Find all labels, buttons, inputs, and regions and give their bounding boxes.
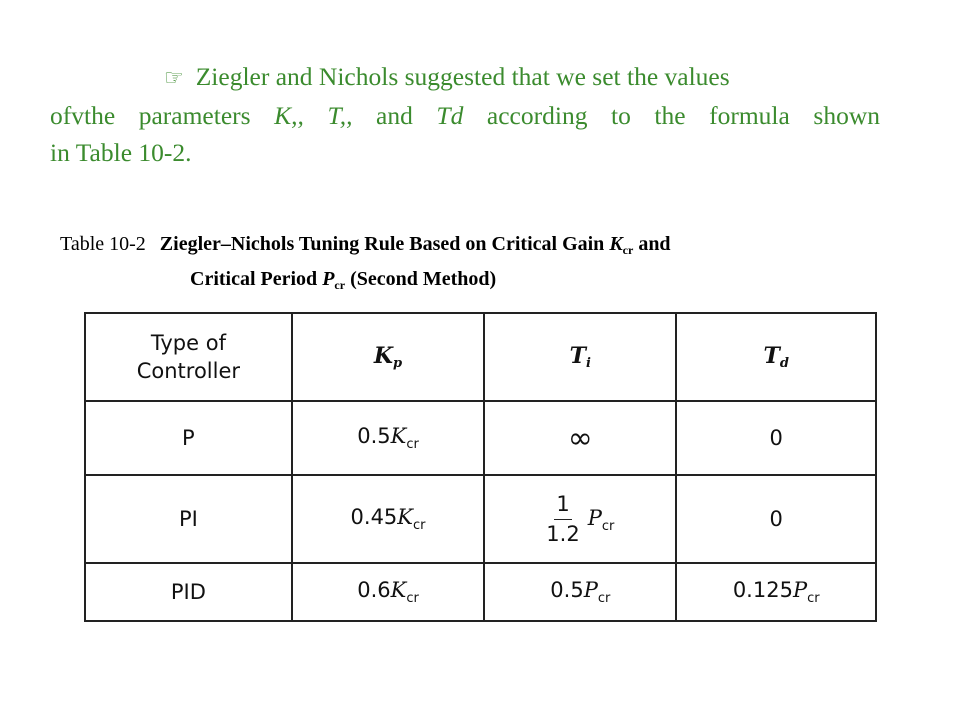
fraction-numerator: 1 xyxy=(554,491,571,520)
row-pid-kp xyxy=(292,563,484,621)
caption-line2-text: Critical Period xyxy=(190,268,323,290)
header-kp-cell xyxy=(292,313,484,401)
intro-line-2 xyxy=(50,97,880,134)
intro-and: and xyxy=(352,101,437,130)
row-pi-kp-coef: 0.45 xyxy=(350,505,398,529)
caption-method: (Second Method) xyxy=(345,268,497,290)
row-p-cr: cr xyxy=(406,437,419,452)
row-p-type: P xyxy=(85,401,292,475)
intro-paragraph xyxy=(50,58,880,171)
header-ti xyxy=(570,343,591,369)
infinity-symbol: ∞ xyxy=(567,420,593,456)
row-pi-type: PI xyxy=(85,475,292,563)
row-pid-p: P xyxy=(583,578,598,602)
caption-gain-symbol: K xyxy=(609,233,623,255)
header-ti-cell xyxy=(484,313,676,401)
intro-vars: K,, T,, xyxy=(274,101,353,130)
row-p-k: K xyxy=(390,424,407,448)
table-caption xyxy=(60,230,671,300)
intro-line-3: in Table 10-2. xyxy=(50,138,192,167)
header-type-line1: Type of xyxy=(150,331,226,355)
tuning-rule-table xyxy=(84,312,877,622)
pointing-hand-icon: ☞ xyxy=(164,66,184,91)
row-pi-p: P xyxy=(587,506,602,530)
row-pid-kp-coef: 0.6 xyxy=(357,578,391,602)
row-pi-ti-cr: cr xyxy=(601,519,615,534)
header-kp-letter: K xyxy=(373,343,394,369)
header-td xyxy=(763,343,788,369)
row-pi-ti xyxy=(484,475,676,563)
row-pid-td-p: P xyxy=(792,578,808,602)
header-td-sub: d xyxy=(779,356,789,371)
header-ti-letter: T xyxy=(569,343,587,369)
row-p-kp xyxy=(292,401,484,475)
header-ti-sub: i xyxy=(586,356,591,371)
table-row-p xyxy=(85,401,876,475)
row-pid-ti-cr: cr xyxy=(597,591,611,606)
row-pid-ti xyxy=(484,563,676,621)
row-pi-td: 0 xyxy=(676,475,876,563)
row-p-td: 0 xyxy=(676,401,876,475)
intro-text-2b: according to the formula shown xyxy=(463,101,880,130)
table-row-pid xyxy=(85,563,876,621)
row-pi-k: K xyxy=(397,505,413,529)
header-kp xyxy=(374,343,402,369)
fraction-denominator: 1.2 xyxy=(546,522,580,546)
caption-line-1 xyxy=(60,230,671,265)
caption-gain-sub: cr xyxy=(622,243,634,257)
row-pid-k: K xyxy=(390,578,407,602)
caption-period-symbol: P xyxy=(322,268,335,290)
caption-title-text: Ziegler–Nichols Tuning Rule Based on Critical Gain xyxy=(159,233,610,255)
header-type-cell xyxy=(85,313,292,401)
header-td-cell xyxy=(676,313,876,401)
row-pid-type: PID xyxy=(85,563,292,621)
caption-title xyxy=(160,233,671,255)
header-kp-sub: p xyxy=(393,356,403,371)
ti-fraction xyxy=(546,491,579,547)
row-pi-cr: cr xyxy=(413,518,426,533)
caption-line-2 xyxy=(60,265,671,300)
intro-text-2a: ofvthe parameters xyxy=(50,101,275,130)
row-p-kp-coef: 0.5 xyxy=(357,424,391,448)
header-type-text xyxy=(137,329,240,385)
row-pi-kp xyxy=(292,475,484,563)
caption-and: and xyxy=(633,233,671,255)
row-pid-td-coef: 0.125 xyxy=(732,578,793,602)
intro-line-1 xyxy=(50,58,880,97)
table-row-pi xyxy=(85,475,876,563)
row-pid-td xyxy=(676,563,876,621)
caption-period-sub: cr xyxy=(334,278,346,292)
intro-td: Td xyxy=(436,101,464,130)
row-p-ti xyxy=(484,401,676,475)
caption-number: Table 10-2 xyxy=(60,233,146,255)
header-td-letter: T xyxy=(763,343,780,369)
intro-text-1: Ziegler and Nichols suggested that we set the values xyxy=(195,62,730,91)
header-type-line2: Controller xyxy=(136,359,241,383)
table-header-row xyxy=(85,313,876,401)
row-pid-td-cr: cr xyxy=(807,591,820,606)
row-pid-ti-coef: 0.5 xyxy=(550,578,584,602)
row-pid-cr: cr xyxy=(406,591,419,606)
